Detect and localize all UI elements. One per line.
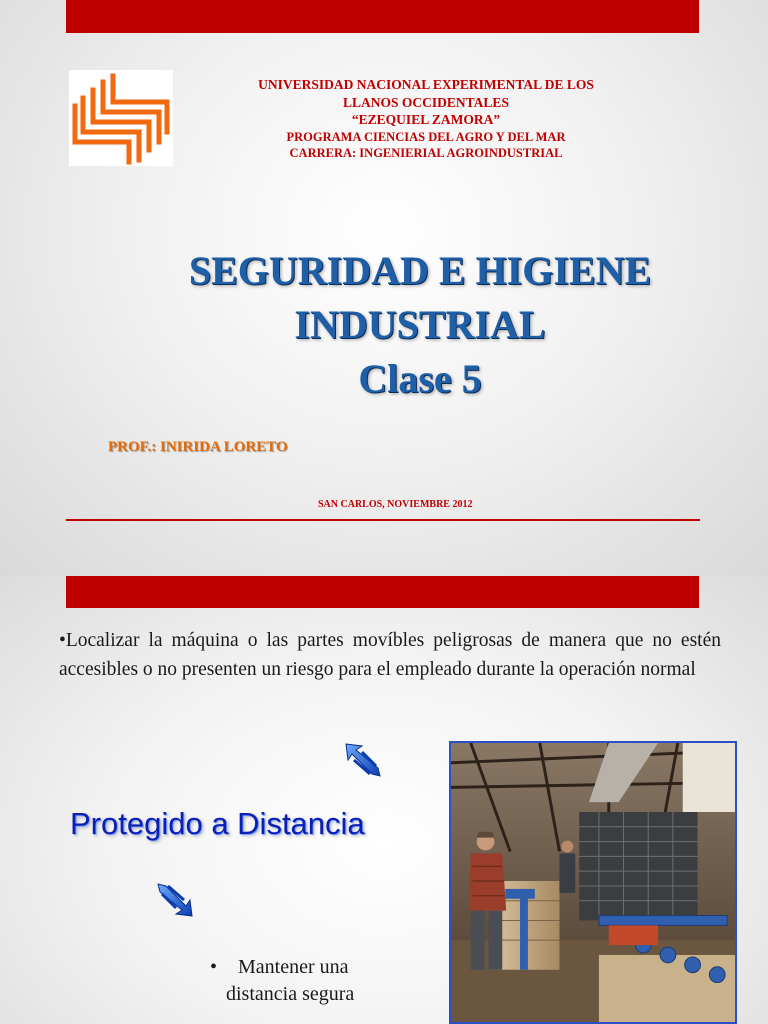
bullet-item (210, 954, 354, 1008)
sawmill-photo-image (451, 743, 735, 1022)
header-bar (66, 576, 699, 608)
title-line2: INDUSTRIAL (294, 302, 546, 347)
bullet-marker: • (210, 956, 218, 978)
body-paragraph: •Localizar la máquina o las partes movíbles peligrosas de manera que no estén accesibles o no presenten un riesgo para el empleado durante la operación normal (59, 630, 721, 680)
section-subtitle: Protegido a Distancia (70, 806, 365, 841)
arrow-down-right-icon (154, 878, 198, 922)
university-name-line2: LLANOS OCCIDENTALES (343, 94, 509, 110)
presentation-title (100, 244, 740, 406)
header-bar (66, 0, 699, 33)
bullet-text-line1: Mantener una (238, 956, 349, 978)
sawmill-photo (449, 741, 737, 1024)
university-name-line1: UNIVERSIDAD NACIONAL EXPERIMENTAL DE LOS (258, 77, 594, 92)
title-line3: Clase 5 (358, 356, 482, 401)
arrow-up-left-icon (340, 738, 384, 782)
university-logo (69, 70, 173, 166)
professor-name: PROF.: INIRIDA LORETO (108, 439, 288, 455)
university-name-line3: “EZEQUIEL ZAMORA” (351, 112, 501, 127)
title-line1: SEGURIDAD E HIGIENE (188, 248, 652, 293)
logo-icon (69, 70, 173, 166)
bullet-text-line2: distancia segura (226, 983, 355, 1005)
program-line: PROGRAMA CIENCIAS DEL AGRO Y DEL MAR (286, 129, 566, 144)
university-header (178, 76, 674, 162)
divider-line (66, 519, 700, 521)
date-location: SAN CARLOS, NOVIEMBRE 2012 (318, 499, 473, 510)
career-line: CARRERA: INGENIERIAL AGROINDUSTRIAL (289, 146, 563, 160)
